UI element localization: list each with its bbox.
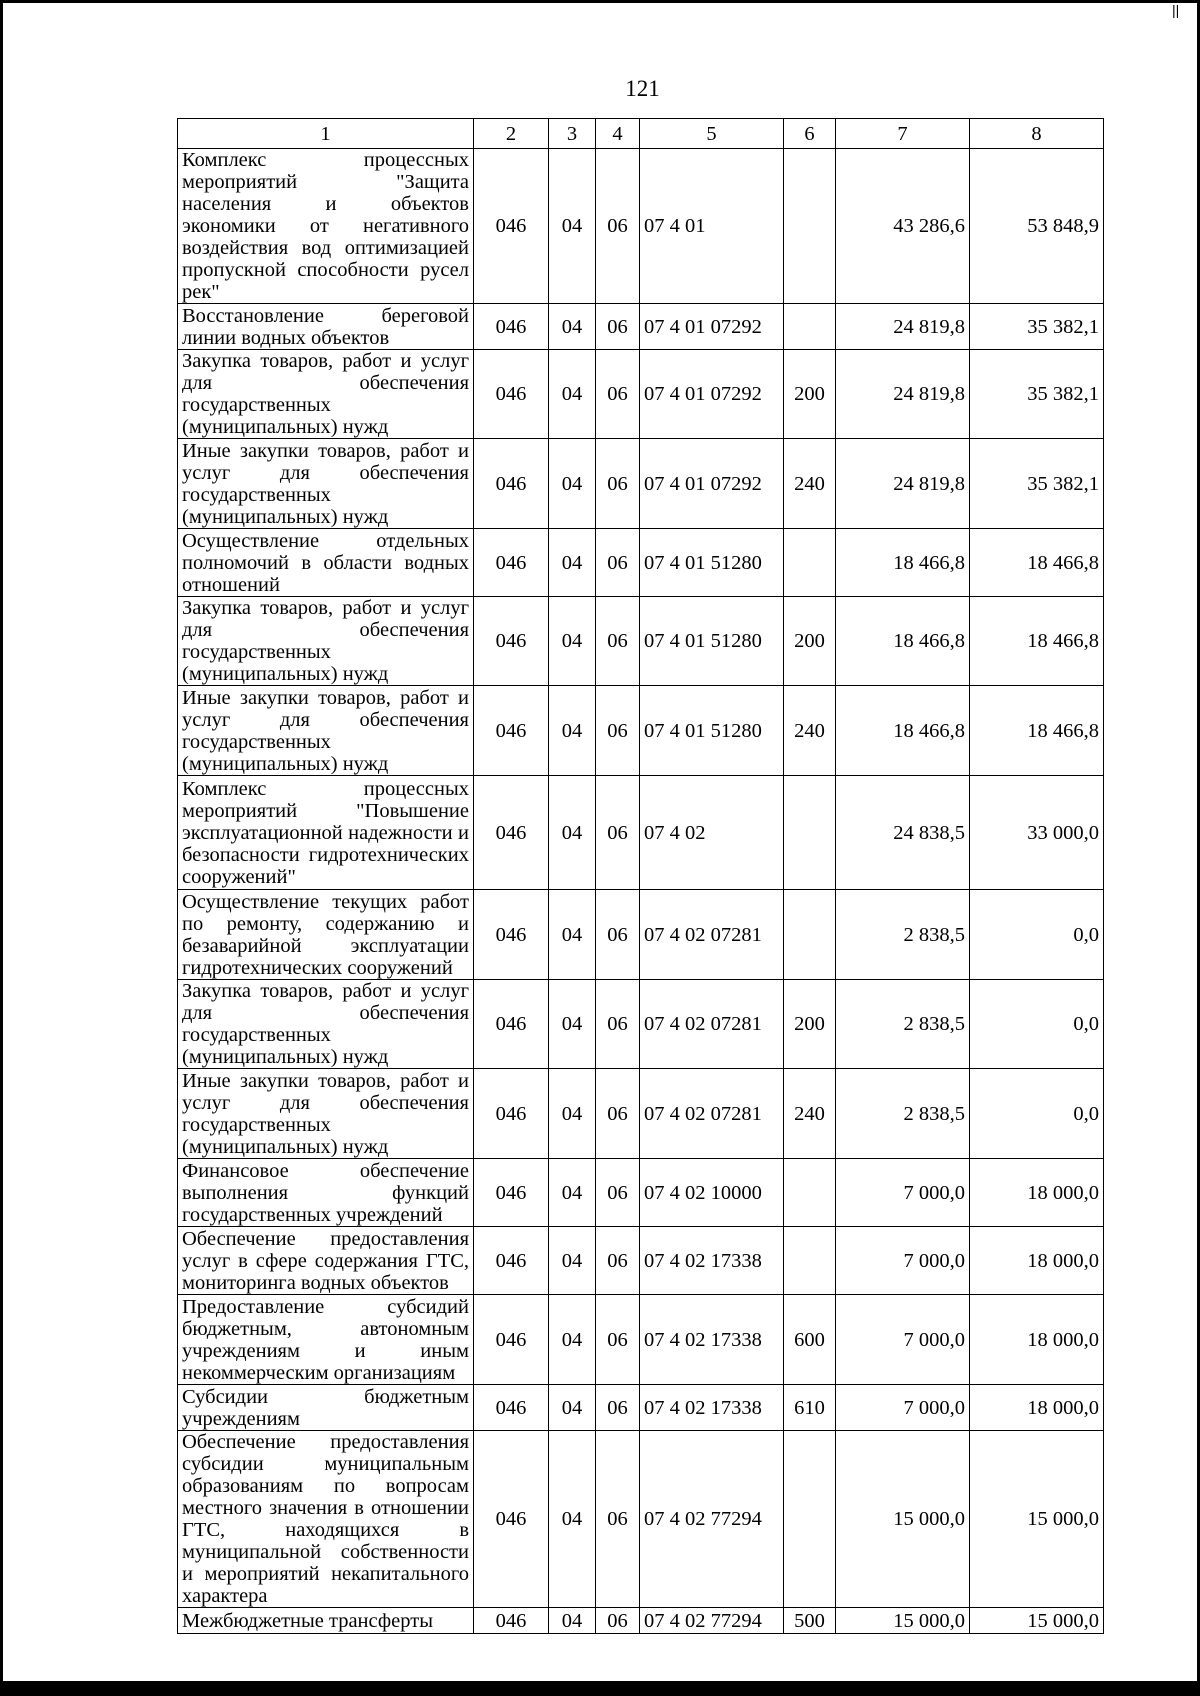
section-code: 04 — [549, 686, 596, 776]
amount-col8: 18 000,0 — [970, 1295, 1104, 1385]
column-header: 2 — [474, 119, 549, 149]
column-header: 7 — [836, 119, 970, 149]
subsection-code: 06 — [596, 529, 640, 597]
amount-col8: 18 000,0 — [970, 1385, 1104, 1431]
section-code: 04 — [549, 1431, 596, 1608]
section-code: 04 — [549, 1295, 596, 1385]
expense-type-code: 240 — [784, 1069, 836, 1159]
table-row — [178, 890, 1104, 980]
item-name: Восстановление береговой линии водных объектов — [178, 304, 474, 350]
target-article-code: 07 4 02 17338 — [640, 1295, 784, 1385]
table-row — [178, 1159, 1104, 1227]
ministry-code: 046 — [474, 1159, 549, 1227]
target-article-code: 07 4 02 07281 — [640, 890, 784, 980]
ministry-code: 046 — [474, 149, 549, 304]
amount-col8: 18 466,8 — [970, 529, 1104, 597]
amount-col7: 2 838,5 — [836, 1069, 970, 1159]
section-code: 04 — [549, 304, 596, 350]
ministry-code: 046 — [474, 980, 549, 1069]
target-article-code: 07 4 01 07292 — [640, 350, 784, 439]
column-header: 1 — [178, 119, 474, 149]
item-name: Иные закупки товаров, работ и услуг для обеспечения государственных (муниципальных) нужд — [178, 686, 474, 776]
item-name: Осуществление текущих работ по ремонту, содержанию и безаварийной эксплуатации гидротехнических сооружений — [178, 890, 474, 980]
expense-type-code — [784, 529, 836, 597]
item-name: Субсидии бюджетным учреждениям — [178, 1385, 474, 1431]
amount-col7: 43 286,6 — [836, 149, 970, 304]
table-row — [178, 597, 1104, 686]
section-code: 04 — [549, 350, 596, 439]
expense-type-code: 200 — [784, 350, 836, 439]
item-name: Осуществление отдельных полномочий в области водных отношений — [178, 529, 474, 597]
target-article-code: 07 4 02 — [640, 776, 784, 890]
expense-type-code — [784, 1227, 836, 1295]
target-article-code: 07 4 01 07292 — [640, 439, 784, 529]
table-row — [178, 1227, 1104, 1295]
expense-type-code: 610 — [784, 1385, 836, 1431]
expense-type-code — [784, 776, 836, 890]
table-row — [178, 1295, 1104, 1385]
section-code: 04 — [549, 1159, 596, 1227]
table-row — [178, 1431, 1104, 1608]
subsection-code: 06 — [596, 1069, 640, 1159]
table-row — [178, 350, 1104, 439]
amount-col7: 24 838,5 — [836, 776, 970, 890]
amount-col8: 0,0 — [970, 1069, 1104, 1159]
target-article-code: 07 4 01 — [640, 149, 784, 304]
ministry-code: 046 — [474, 1227, 549, 1295]
item-name: Иные закупки товаров, работ и услуг для обеспечения государственных (муниципальных) нужд — [178, 1069, 474, 1159]
expense-type-code: 240 — [784, 686, 836, 776]
amount-col8: 0,0 — [970, 890, 1104, 980]
target-article-code: 07 4 01 51280 — [640, 686, 784, 776]
section-code: 04 — [549, 980, 596, 1069]
ministry-code: 046 — [474, 686, 549, 776]
column-header: 4 — [596, 119, 640, 149]
ministry-code: 046 — [474, 439, 549, 529]
amount-col7: 24 819,8 — [836, 304, 970, 350]
section-code: 04 — [549, 1227, 596, 1295]
item-name: Закупка товаров, работ и услуг для обеспечения государственных (муниципальных) нужд — [178, 980, 474, 1069]
amount-col7: 18 466,8 — [836, 597, 970, 686]
table-row — [178, 980, 1104, 1069]
column-header: 6 — [784, 119, 836, 149]
expense-type-code — [784, 1159, 836, 1227]
amount-col8: 33 000,0 — [970, 776, 1104, 890]
subsection-code: 06 — [596, 890, 640, 980]
expense-type-code: 200 — [784, 980, 836, 1069]
section-code: 04 — [549, 1608, 596, 1634]
table-row — [178, 304, 1104, 350]
column-header: 3 — [549, 119, 596, 149]
page-number: 121 — [625, 76, 660, 101]
amount-col8: 15 000,0 — [970, 1608, 1104, 1634]
subsection-code: 06 — [596, 439, 640, 529]
corner-mark: || — [1172, 2, 1180, 18]
table-row — [178, 529, 1104, 597]
target-article-code: 07 4 02 17338 — [640, 1227, 784, 1295]
ministry-code: 046 — [474, 776, 549, 890]
expense-type-code: 500 — [784, 1608, 836, 1634]
section-code: 04 — [549, 597, 596, 686]
amount-col8: 35 382,1 — [970, 304, 1104, 350]
amount-col7: 18 466,8 — [836, 686, 970, 776]
item-name: Комплекс процессных мероприятий "Защита населения и объектов экономики от негативного воздействия вод оптимизацией пропускной способности русел рек" — [178, 149, 474, 304]
table-row — [178, 149, 1104, 304]
ministry-code: 046 — [474, 1608, 549, 1634]
table-row — [178, 439, 1104, 529]
section-code: 04 — [549, 439, 596, 529]
page-border-bottom — [0, 1681, 1200, 1696]
item-name: Иные закупки товаров, работ и услуг для обеспечения государственных (муниципальных) нужд — [178, 439, 474, 529]
amount-col7: 24 819,8 — [836, 439, 970, 529]
item-name: Комплекс процессных мероприятий "Повышение эксплуатационной надежности и безопасности гидротехнических сооружений" — [178, 776, 474, 890]
subsection-code: 06 — [596, 686, 640, 776]
subsection-code: 06 — [596, 597, 640, 686]
ministry-code: 046 — [474, 1431, 549, 1608]
ministry-code: 046 — [474, 890, 549, 980]
table-row — [178, 686, 1104, 776]
target-article-code: 07 4 01 51280 — [640, 529, 784, 597]
item-name: Обеспечение предоставления субсидии муниципальным образованиям по вопросам местного значения в отношении ГТС, находящихся в муниципальной собственности и мероприятий некапитального характера — [178, 1431, 474, 1608]
subsection-code: 06 — [596, 149, 640, 304]
amount-col7: 2 838,5 — [836, 980, 970, 1069]
section-code: 04 — [549, 1069, 596, 1159]
amount-col8: 35 382,1 — [970, 350, 1104, 439]
item-name: Предоставление субсидий бюджетным, автономным учреждениям и иным некоммерческим организациям — [178, 1295, 474, 1385]
ministry-code: 046 — [474, 350, 549, 439]
amount-col8: 35 382,1 — [970, 439, 1104, 529]
expense-type-code — [784, 890, 836, 980]
table-header-row — [178, 119, 1104, 149]
amount-col8: 18 466,8 — [970, 597, 1104, 686]
ministry-code: 046 — [474, 304, 549, 350]
item-name: Межбюджетные трансферты — [178, 1608, 474, 1634]
amount-col8: 18 000,0 — [970, 1227, 1104, 1295]
subsection-code: 06 — [596, 1227, 640, 1295]
section-code: 04 — [549, 1385, 596, 1431]
target-article-code: 07 4 02 10000 — [640, 1159, 784, 1227]
expense-type-code — [784, 304, 836, 350]
target-article-code: 07 4 01 07292 — [640, 304, 784, 350]
target-article-code: 07 4 02 77294 — [640, 1431, 784, 1608]
amount-col7: 7 000,0 — [836, 1295, 970, 1385]
item-name: Закупка товаров, работ и услуг для обеспечения государственных (муниципальных) нужд — [178, 350, 474, 439]
target-article-code: 07 4 02 17338 — [640, 1385, 784, 1431]
section-code: 04 — [549, 890, 596, 980]
column-header: 5 — [640, 119, 784, 149]
column-header: 8 — [970, 119, 1104, 149]
target-article-code: 07 4 02 07281 — [640, 980, 784, 1069]
section-code: 04 — [549, 529, 596, 597]
table-row — [178, 1608, 1104, 1634]
item-name: Финансовое обеспечение выполнения функций государственных учреждений — [178, 1159, 474, 1227]
expense-type-code: 600 — [784, 1295, 836, 1385]
ministry-code: 046 — [474, 1295, 549, 1385]
ministry-code: 046 — [474, 1069, 549, 1159]
subsection-code: 06 — [596, 1159, 640, 1227]
subsection-code: 06 — [596, 304, 640, 350]
subsection-code: 06 — [596, 1385, 640, 1431]
amount-col7: 7 000,0 — [836, 1227, 970, 1295]
item-name: Закупка товаров, работ и услуг для обеспечения государственных (муниципальных) нужд — [178, 597, 474, 686]
section-code: 04 — [549, 149, 596, 304]
ministry-code: 046 — [474, 1385, 549, 1431]
amount-col7: 2 838,5 — [836, 890, 970, 980]
table-row — [178, 1385, 1104, 1431]
amount-col8: 18 466,8 — [970, 686, 1104, 776]
amount-col7: 15 000,0 — [836, 1608, 970, 1634]
subsection-code: 06 — [596, 980, 640, 1069]
table-row — [178, 776, 1104, 890]
expense-type-code: 240 — [784, 439, 836, 529]
section-code: 04 — [549, 776, 596, 890]
expense-type-code — [784, 1431, 836, 1608]
table-row — [178, 1069, 1104, 1159]
subsection-code: 06 — [596, 776, 640, 890]
amount-col8: 0,0 — [970, 980, 1104, 1069]
budget-table — [177, 118, 1104, 1634]
amount-col7: 15 000,0 — [836, 1431, 970, 1608]
amount-col7: 7 000,0 — [836, 1385, 970, 1431]
amount-col8: 15 000,0 — [970, 1431, 1104, 1608]
amount-col7: 24 819,8 — [836, 350, 970, 439]
ministry-code: 046 — [474, 529, 549, 597]
subsection-code: 06 — [596, 1431, 640, 1608]
subsection-code: 06 — [596, 350, 640, 439]
subsection-code: 06 — [596, 1608, 640, 1634]
page-border-top — [0, 0, 1200, 3]
subsection-code: 06 — [596, 1295, 640, 1385]
amount-col8: 53 848,9 — [970, 149, 1104, 304]
ministry-code: 046 — [474, 597, 549, 686]
expense-type-code — [784, 149, 836, 304]
amount-col7: 18 466,8 — [836, 529, 970, 597]
amount-col8: 18 000,0 — [970, 1159, 1104, 1227]
target-article-code: 07 4 02 07281 — [640, 1069, 784, 1159]
item-name: Обеспечение предоставления услуг в сфере содержания ГТС, мониторинга водных объектов — [178, 1227, 474, 1295]
amount-col7: 7 000,0 — [836, 1159, 970, 1227]
target-article-code: 07 4 02 77294 — [640, 1608, 784, 1634]
target-article-code: 07 4 01 51280 — [640, 597, 784, 686]
expense-type-code: 200 — [784, 597, 836, 686]
page-border-left — [0, 0, 3, 1696]
